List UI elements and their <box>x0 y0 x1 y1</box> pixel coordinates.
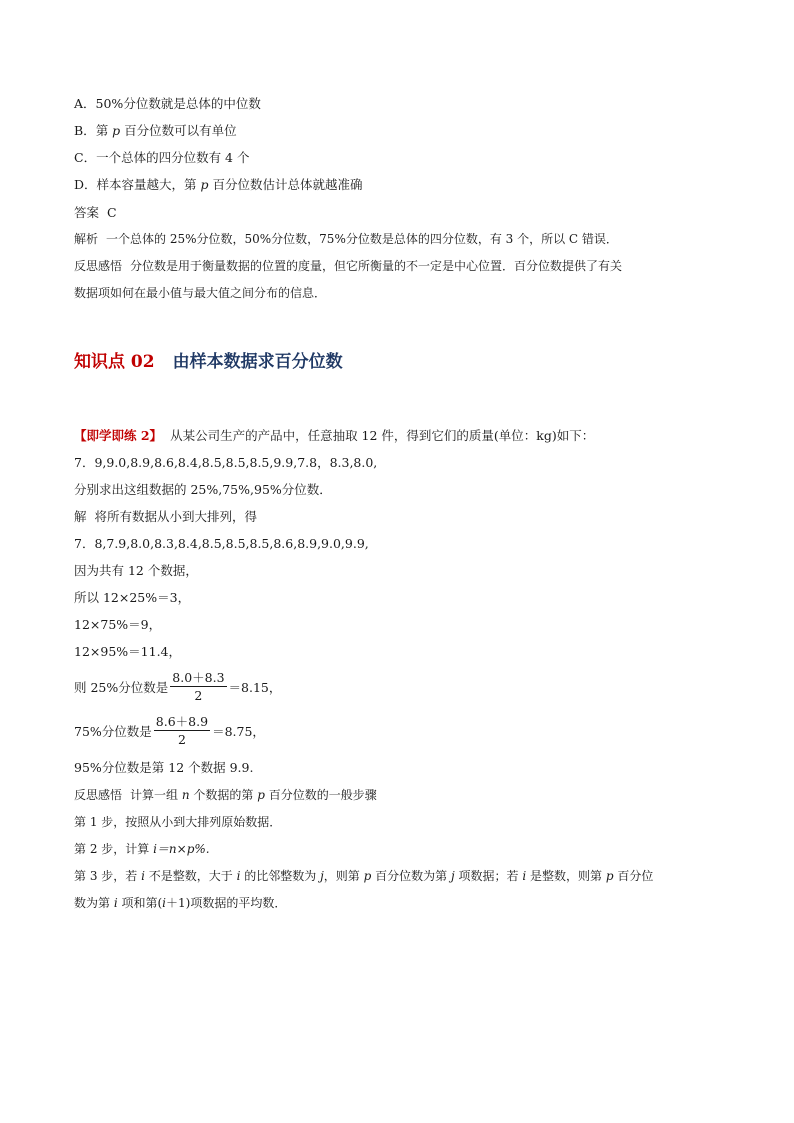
solution-calc-1 <box>74 590 190 606</box>
solution-calc-2-text: 12×75%＝9， <box>74 617 162 632</box>
solution-calc-2 <box>74 617 161 633</box>
solution-p95 <box>74 760 253 776</box>
step3-b: 不是整数，大于 <box>144 869 237 883</box>
step3-i2: i <box>236 869 241 883</box>
reflection-2-step-3-line-2 <box>74 895 286 911</box>
option-b-post: 百分位数可以有单位 <box>120 123 237 138</box>
solution-because <box>74 563 198 579</box>
option-a-text: 50%分位数就是总体的中位数 <box>95 96 261 111</box>
step3-j1: j <box>320 869 324 883</box>
solution-p25-fraction <box>170 670 226 703</box>
reflection-2-title-n: n <box>181 788 190 802</box>
solution-because-text: 因为共有 12 个数据， <box>74 563 198 578</box>
reflection-1-text-2: 数据项如何在最小值与最大值之间分布的信息． <box>74 286 327 300</box>
analysis-text: 一个总体的 25%分位数，50%分位数，75%分位数是总体的四分位数，有 3 个，所以 C 错误． <box>106 232 618 246</box>
solution-label: 解 <box>74 509 87 524</box>
step3-line2-i2: i <box>162 896 167 910</box>
exercise-line <box>74 428 594 444</box>
option-d-var: p <box>200 177 209 192</box>
exercise-data-text: 7．9,9.0,8.9,8.6,8.4,8.5,8.5,8.5,9.9,7.8，8.3,8.0, <box>74 455 378 470</box>
solution-intro <box>74 509 257 525</box>
answer-value: C <box>107 205 117 220</box>
solution-intro-text: 将所有数据从小到大排列，得 <box>94 509 258 524</box>
reflection-2-title-pre: 计算一组 <box>130 788 182 802</box>
step3-line2-b: 项和第( <box>117 896 163 910</box>
option-c-text: 一个总体的四分位数有 4 个 <box>96 150 250 165</box>
step3-p2: p <box>605 869 614 883</box>
option-d-post: 百分位数估计总体就越准确 <box>208 177 363 192</box>
option-b-pre: 第 <box>95 123 113 138</box>
option-b-label: B． <box>74 123 96 138</box>
solution-p25-numerator: 8.0＋8.3 <box>172 670 225 685</box>
option-c <box>74 150 249 166</box>
option-d <box>74 177 363 193</box>
solution-calc-3 <box>74 644 181 660</box>
exercise-question-text: 分别求出这组数据的 25%,75%,95%分位数． <box>74 482 332 497</box>
solution-p75-pre: 75%分位数是 <box>74 723 152 739</box>
answer-line <box>74 205 117 221</box>
solution-p95-text: 95%分位数是第 12 个数据 9.9. <box>74 760 254 775</box>
section-heading <box>74 347 343 372</box>
reflection-1-text-1: 分位数是用于衡量数据的位置的度量，但它所衡量的不一定是中心位置．百分位数提供了有关 <box>130 259 623 273</box>
option-a-label: A． <box>74 96 96 111</box>
reflection-2-step-2 <box>74 841 210 857</box>
reflection-1-label: 反思感悟 <box>74 259 123 273</box>
reflection-2-step-2-formula: i＝n×p%. <box>153 842 210 856</box>
step3-a: 第 3 步，若 <box>74 869 142 883</box>
step3-j2: j <box>450 869 455 883</box>
solution-p25-pre: 则 25%分位数是 <box>74 679 169 695</box>
answer-label: 答案 <box>74 205 100 220</box>
exercise-tag: 【即学即练 2】 <box>74 428 163 443</box>
step3-i1: i <box>141 869 145 883</box>
exercise-data <box>74 455 377 471</box>
step3-line2-i: i <box>113 896 118 910</box>
step3-c: 的比邻整数为 <box>240 869 321 883</box>
step3-line2-a: 数为第 <box>74 896 114 910</box>
reflection-2-title-p: p <box>257 788 265 802</box>
solution-p75 <box>74 714 265 747</box>
option-b <box>74 123 237 139</box>
solution-p75-denominator: 2 <box>177 732 186 747</box>
exercise-text: 从某公司生产的产品中，任意抽取 12 件，得到它们的质量(单位：kg)如下： <box>170 428 595 443</box>
reflection-2-step-1 <box>74 814 281 830</box>
option-d-label: D． <box>74 177 97 192</box>
solution-calc-3-text: 12×95%＝11.4， <box>74 644 181 659</box>
section-title: 由样本数据求百分位数 <box>172 352 343 372</box>
option-a <box>74 96 261 112</box>
solution-sorted-text: 7．8,7.9,8.0,8.3,8.4,8.5,8.5,8.5,8.6,8.9,9.0,9.9, <box>74 536 369 551</box>
analysis-line <box>74 231 618 247</box>
section-number: 知识点 02 <box>74 352 155 372</box>
option-b-var: p <box>112 123 121 138</box>
reflection-2-step-3-line-1 <box>74 868 653 884</box>
reflection-2-step-2-pre: 第 2 步，计算 <box>74 842 154 856</box>
option-c-label: C． <box>74 150 97 165</box>
step3-e: 百分位数为第 <box>371 869 451 883</box>
step3-p1: p <box>363 869 372 883</box>
option-d-pre: 样本容量越大，第 <box>96 177 201 192</box>
solution-sorted <box>74 536 369 552</box>
solution-p25-post: ＝8.15， <box>228 679 282 695</box>
step3-f: 项数据；若 <box>454 869 523 883</box>
solution-p75-numerator: 8.6＋8.9 <box>155 714 209 729</box>
reflection-2-step-1-text: 第 1 步，按照从小到大排列原始数据． <box>74 815 282 829</box>
step3-g: 是整数，则第 <box>526 869 606 883</box>
solution-p75-fraction <box>154 714 210 747</box>
solution-p75-post: ＝8.75， <box>212 723 265 739</box>
reflection-1-line-2 <box>74 285 326 301</box>
reflection-2-title-mid: 个数据的第 <box>189 788 258 802</box>
step3-line2-c: ＋1)项数据的平均数． <box>166 896 287 910</box>
step3-i3: i <box>522 869 527 883</box>
reflection-2-label: 反思感悟 <box>74 788 123 802</box>
step3-d: ，则第 <box>323 869 364 883</box>
solution-p25-denominator: 2 <box>194 688 203 703</box>
solution-p25 <box>74 670 281 703</box>
reflection-1-line-1 <box>74 258 622 274</box>
analysis-label: 解析 <box>74 232 99 246</box>
solution-calc-1-text: 所以 12×25%＝3， <box>74 590 191 605</box>
exercise-question <box>74 482 332 498</box>
step3-h: 百分位 <box>613 869 654 883</box>
reflection-2-title <box>74 787 377 803</box>
reflection-2-title-post: 百分位数的一般步骤 <box>264 788 377 802</box>
